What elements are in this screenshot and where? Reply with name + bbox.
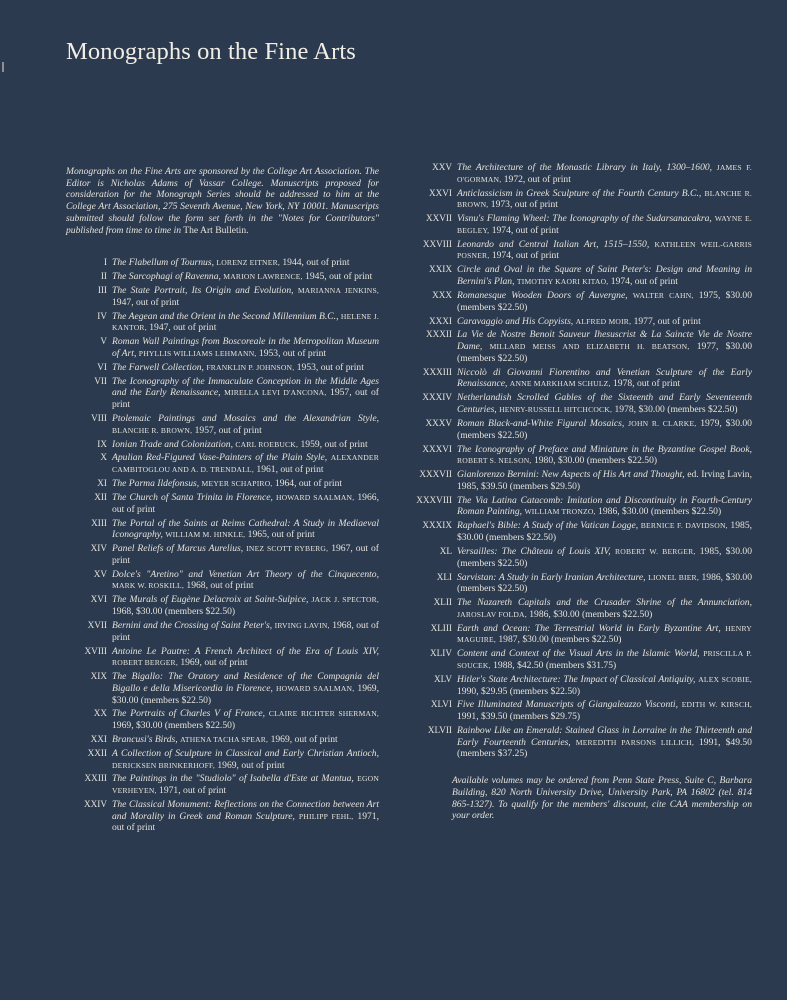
volume-number: XV — [93, 568, 107, 579]
entry-title: Hitler's State Architecture: The Impact of Classical Antiquity, — [457, 673, 696, 685]
entry-text — [112, 271, 379, 283]
entry-title: The Iconography of the Immaculate Conception in the Middle Ages and the Early Renaissance, — [112, 375, 379, 399]
volume-number: III — [97, 285, 107, 295]
volume-number: XVII — [87, 619, 107, 630]
volume-number: XXXVI — [422, 443, 452, 454]
list-item — [415, 674, 752, 697]
entry-title: Anticlassicism in Greek Sculpture of the Fourth Century B.C., — [457, 187, 702, 199]
entry-title: The Iconography of Preface and Miniature in the Byzantine Gospel Book, — [457, 443, 752, 455]
list-item — [415, 546, 752, 569]
entry-details: 1977, $30.00 (members $22.50) — [457, 341, 752, 364]
entry-details: 1971, out of print — [159, 785, 227, 797]
entry-text — [112, 336, 379, 359]
left-column — [66, 166, 379, 836]
entry-author: JOHN R. CLARKE, — [628, 418, 697, 428]
entry-title: Niccolò di Giovanni Fiorentino and Venetian Sculpture of the Early Renaissance, — [457, 366, 752, 390]
entry-details: 1980, $30.00 (members $22.50) — [533, 455, 658, 467]
entry-title: Bernini and the Crossing of Saint Peter's, — [112, 619, 273, 631]
list-item — [415, 725, 752, 760]
entry-text — [112, 518, 379, 541]
entry-text — [112, 413, 379, 436]
volume-number: XL — [439, 545, 452, 556]
entry-details: 1985, $30.00 (members $22.50) — [457, 545, 753, 569]
entry-title: Circle and Oval in the Square of Saint Peter's: Design and Meaning in Bernini's Plan, — [457, 264, 752, 288]
entry-text — [457, 597, 752, 620]
entry-author: ROBERT BERGER, — [112, 658, 178, 668]
entry-text — [457, 239, 752, 262]
volume-number: XXVIII — [422, 238, 452, 249]
volume-number: XLVI — [430, 699, 452, 710]
volume-number: XXVI — [429, 187, 452, 198]
entry-text — [457, 162, 752, 185]
entry-details: 1974, out of print — [491, 250, 559, 262]
list-item — [415, 188, 752, 211]
entry-details: 1986, $30.00 (members $22.50) — [529, 608, 653, 620]
entry-author: ALEXANDER CAMBITOGLOU AND A. D. TRENDALL, — [112, 453, 379, 475]
entry-author: MARK W. ROSKILL, — [112, 581, 184, 591]
volume-number: XIV — [90, 543, 107, 554]
entry-text — [457, 213, 752, 236]
entry-author: FRANKLIN P. JOHNSON, — [206, 362, 295, 372]
volume-number: VII — [94, 375, 107, 386]
list-item — [415, 290, 752, 313]
list-item — [415, 162, 752, 185]
entry-text — [457, 572, 752, 595]
entry-author: WAYNE E. BEGLEY, — [457, 214, 752, 235]
entry-title: Roman Black-and-White Figural Mosaics, — [457, 417, 625, 429]
entry-details: ed. Irving Lavin, 1985, $39.50 (members $29.50) — [457, 469, 752, 492]
entry-text — [457, 367, 752, 390]
intro-journal: The Art Bulletin. — [181, 224, 249, 236]
entry-details: 1945, out of print — [305, 271, 373, 283]
list-item — [66, 734, 379, 746]
volume-number: XIX — [90, 671, 107, 682]
volume-number: XLVII — [427, 725, 452, 736]
list-item — [415, 316, 752, 328]
entry-author: HOWARD SAALMAN, — [275, 492, 355, 502]
entry-author: BLANCHE R. BROWN, — [112, 425, 193, 435]
entry-title: The Church of Santa Trinita in Florence, — [112, 491, 273, 503]
list-item — [66, 452, 379, 475]
list-item — [66, 543, 379, 566]
entry-details: 1944, out of print — [282, 257, 350, 269]
entry-text — [112, 671, 379, 706]
entry-author: MEREDITH PARSONS LILLICH, — [575, 737, 694, 747]
entry-details: 1953, out of print — [296, 361, 364, 373]
entry-text — [112, 478, 379, 490]
volume-number: XII — [94, 491, 107, 502]
volume-number: IX — [97, 438, 107, 449]
entry-details: 1965, out of print — [247, 529, 315, 541]
volume-number: XLIV — [430, 648, 452, 659]
list-item — [415, 444, 752, 467]
entry-title: The Architecture of the Monastic Library in Italy, 1300–1600, — [457, 162, 713, 173]
entry-details: 1974, out of print — [610, 276, 678, 288]
edge-mark — [2, 62, 4, 72]
entry-details: 1986, $30.00 (members $22.50) — [457, 571, 753, 595]
entry-title: The Aegean and the Orient in the Second Millennium B.C., — [112, 310, 339, 322]
entry-text — [457, 623, 752, 646]
entry-text — [112, 492, 379, 515]
entry-title: Versailles: The Château of Louis XIV, — [457, 545, 611, 557]
list-item — [415, 572, 752, 595]
volume-number: XXX — [432, 289, 452, 300]
list-item — [66, 492, 379, 515]
entry-details: 1969, out of print — [270, 733, 338, 745]
entry-title: Ptolemaic Paintings and Mosaics and the Alexandrian Style, — [112, 412, 379, 424]
entry-title: Raphael's Bible: A Study of the Vatican Logge, — [457, 520, 639, 532]
intro-text: Monographs on the Fine Arts are sponsored by the College Art Association. The Editor is Nicholas Adams of Vassar College. Manuscripts proposed for consideration for the Monograph Series should be addressed to him at the College Art Association, 275 Seventh Avenue, New York, NY 10001. Manuscripts submitted should follow the form set forth in the "Notes for Contributors" published from time to time in — [66, 166, 379, 236]
entry-title: The Sarcophagi of Ravenna, — [112, 271, 221, 283]
entry-title: A Collection of Sculpture in Classical and Early Christian Antioch, — [112, 747, 379, 759]
list-item — [66, 376, 379, 411]
list-item — [66, 773, 379, 796]
entry-text — [457, 329, 752, 364]
list-item — [66, 362, 379, 374]
entry-text — [457, 495, 752, 518]
list-item — [415, 264, 752, 287]
list-item — [415, 495, 752, 518]
list-item — [415, 623, 752, 646]
entry-text — [457, 264, 752, 287]
entry-title: Five Illuminated Manuscripts of Giangaleazzo Visconti, — [457, 699, 678, 711]
entry-title: The Via Latina Catacomb: Imitation and Discontinuity in Fourth-Century Roman Painting, — [457, 494, 752, 518]
entry-details: 1967, out of print — [112, 543, 379, 566]
entry-title: The Nazareth Capitals and the Crusader Shrine of the Annunciation, — [457, 597, 752, 609]
entry-text — [457, 188, 752, 211]
entry-text — [112, 452, 379, 475]
entry-text — [112, 708, 379, 731]
volume-number: XXXVIII — [416, 494, 452, 505]
entry-author: CARL ROEBUCK, — [235, 439, 299, 449]
entry-details: 1968, $30.00 (members $22.50) — [112, 606, 236, 618]
entry-title: Romanesque Wooden Doors of Auvergne, — [457, 289, 628, 301]
list-item — [66, 478, 379, 490]
list-item — [415, 418, 752, 441]
list-item — [415, 699, 752, 722]
list-item — [66, 311, 379, 334]
entry-text — [112, 620, 379, 643]
entry-details: 1959, out of print — [300, 438, 368, 450]
volume-number: IV — [97, 310, 107, 321]
entry-details: 1986, $30.00 (members $22.50) — [598, 506, 722, 518]
entry-author: WILLIAM M. HINKLE, — [165, 530, 246, 540]
volume-number: XXI — [90, 733, 107, 744]
entry-details: 1975, $30.00 (members $22.50) — [457, 289, 752, 313]
entry-author: PHYLLIS WILLIAMS LEHMANN, — [138, 348, 257, 358]
entry-text — [112, 569, 379, 592]
list-item — [66, 439, 379, 451]
entry-details: 1969, $30.00 (members $22.50) — [112, 682, 379, 706]
entry-text — [457, 392, 752, 415]
entry-title: Antoine Le Pautre: A French Architect of the Era of Louis XIV, — [112, 645, 379, 657]
entry-author: JACK J. SPECTOR, — [311, 595, 380, 605]
entry-text — [112, 646, 379, 669]
entry-title: Sarvistan: A Study in Early Iranian Architecture, — [457, 571, 646, 583]
list-item — [66, 569, 379, 592]
entry-author: BERNICE F. DAVIDSON, — [640, 521, 728, 531]
entry-author: JAMES F. O'GORMAN, — [457, 163, 752, 184]
entry-details: 1947, out of print — [112, 296, 180, 308]
entry-details: 1966, out of print — [112, 491, 379, 515]
volume-number: XXXIV — [422, 392, 452, 403]
entry-details: 1961, out of print — [256, 464, 324, 476]
monograph-list-left — [66, 257, 379, 834]
entry-author: ROBERT S. NELSON, — [457, 456, 532, 466]
entry-author: ROBERT W. BERGER, — [615, 546, 696, 556]
list-item — [415, 392, 752, 415]
volume-number: I — [103, 257, 107, 268]
entry-text — [112, 594, 379, 617]
entry-title: Roman Wall Paintings from Boscoreale in the Metropolitan Museum of Art, — [112, 336, 379, 359]
entry-title: The Flabellum of Tournus, — [112, 257, 214, 269]
entry-author: PHILIPP FEHL, — [298, 811, 354, 821]
volume-number: XXII — [87, 747, 107, 758]
entry-title: The Portal of the Saints at Reims Cathedral: A Study in Mediaeval Iconography, — [112, 517, 379, 541]
entry-author: BLANCHE R. BROWN, — [457, 188, 752, 210]
entry-title: Ionian Trade and Colonization, — [112, 438, 233, 450]
volume-number: XLIII — [430, 622, 452, 633]
entry-author: TIMOTHY KAORI KITAO, — [516, 277, 609, 287]
list-item — [66, 671, 379, 706]
entry-details: 1968, out of print — [112, 619, 379, 643]
volume-number: XXIII — [84, 773, 107, 784]
entry-text — [112, 773, 379, 796]
list-item — [66, 594, 379, 617]
entry-title: Earth and Ocean: The Terrestrial World in Early Byzantine Art, — [457, 622, 721, 634]
volume-number: XXXIII — [422, 366, 452, 377]
entry-author: WALTER CAHN, — [632, 290, 694, 300]
entry-text — [457, 444, 752, 467]
entry-title: Apulian Red-Figured Vase-Painters of the Plain Style, — [112, 452, 328, 464]
right-column — [415, 162, 752, 822]
entry-details: 1991, $49.50 (members $37.25) — [457, 736, 752, 760]
list-item — [415, 469, 752, 492]
entry-text — [457, 648, 752, 671]
entry-details: 1979, $30.00 (members $22.50) — [457, 417, 752, 441]
entry-title: Brancusi's Birds, — [112, 733, 178, 745]
volume-number: XLI — [436, 571, 452, 582]
volume-number: XVIII — [84, 645, 107, 656]
entry-details: 1978, $30.00 (members $22.50) — [614, 404, 738, 416]
page-title: Monographs on the Fine Arts — [66, 38, 356, 65]
volume-number: XXXI — [429, 315, 452, 326]
volume-number: II — [100, 271, 107, 282]
entry-author: MEYER SCHAPIRO, — [201, 479, 273, 489]
entry-author: IRVING LAVIN, — [274, 620, 330, 630]
volume-number: XXXV — [425, 417, 452, 428]
volume-number: XIII — [91, 517, 107, 528]
list-item — [66, 257, 379, 269]
entry-details: 1974, out of print — [491, 224, 559, 236]
entry-details: 1969, out of print — [180, 657, 248, 669]
entry-details: 1971, out of print — [112, 810, 379, 834]
entry-title: The Paintings in the "Studiolo" of Isabella d'Este at Mantua, — [112, 773, 354, 785]
entry-author: HELENE J. KANTOR, — [112, 311, 379, 333]
entry-author: EGON VERHEYEN, — [112, 774, 379, 796]
list-item — [415, 239, 752, 262]
entry-text — [457, 469, 752, 492]
entry-title: Panel Reliefs of Marcus Aurelius, — [112, 543, 244, 555]
entry-title: The Bigallo: The Oratory and Residence of the Compagnia del Bigallo e della Misericordia in Florence, — [112, 671, 379, 694]
list-item — [415, 213, 752, 236]
entry-author: CLAIRE RICHTER SHERMAN, — [268, 709, 379, 719]
entry-details: 1969, $30.00 (members $22.50) — [112, 720, 236, 732]
entry-details: 1953, out of print — [258, 347, 327, 359]
volume-number: XXXIX — [422, 520, 452, 531]
entry-author: KATHLEEN WEIL-GARRIS POSNER, — [457, 239, 753, 261]
entry-author: MARION LAWRENCE, — [223, 272, 303, 282]
entry-title: Leonardo and Central Italian Art, 1515–1550, — [457, 238, 650, 250]
entry-text — [112, 543, 379, 566]
list-item — [66, 748, 379, 771]
entry-text — [112, 799, 379, 834]
entry-title: La Vie de Nostre Benoit Sauveur Ihesuscrist & La Saincte Vie de Nostre Dame, — [457, 329, 752, 353]
entry-details: 1972, out of print — [503, 173, 571, 185]
entry-details: 1957, out of print — [112, 387, 379, 411]
entry-details: 1964, out of print — [274, 478, 343, 490]
entry-author: INEZ SCOTT RYBERG, — [246, 544, 329, 554]
entry-title: The State Portrait, Its Origin and Evolution, — [112, 285, 294, 296]
entry-details: 1957, out of print — [194, 424, 262, 436]
entry-title: The Parma Ildefonsus, — [112, 478, 200, 490]
entry-text — [112, 748, 379, 771]
list-item — [415, 367, 752, 390]
list-item — [66, 620, 379, 643]
entry-text — [112, 439, 379, 451]
list-item — [66, 336, 379, 359]
volume-number: XLV — [433, 673, 452, 684]
entry-text — [457, 290, 752, 313]
entry-text — [457, 674, 752, 697]
entry-details: 1991, $39.50 (members $29.75) — [457, 711, 581, 723]
volume-number: XX — [93, 708, 107, 719]
list-item — [66, 708, 379, 731]
entry-title: Dolce's "Aretino" and Venetian Art Theory of the Cinquecento, — [112, 568, 379, 580]
entry-details: 1990, $29.95 (members $22.50) — [457, 685, 581, 697]
volume-number: XLII — [433, 597, 452, 608]
volume-number: VI — [97, 361, 107, 372]
entry-details: 1968, out of print — [186, 580, 254, 592]
volume-number: V — [100, 336, 107, 347]
entry-author: MARIANNA JENKINS, — [297, 286, 379, 295]
volume-number: VIII — [91, 412, 107, 423]
entry-text — [457, 316, 752, 328]
list-item — [415, 648, 752, 671]
entry-author: MIRELLA LEVI D'ANCONA, — [224, 388, 327, 398]
entry-details: 1969, out of print — [217, 759, 285, 771]
volume-number: XXV — [432, 162, 452, 172]
list-item — [66, 271, 379, 283]
volume-number: XXIV — [84, 799, 107, 810]
entry-text — [112, 257, 379, 269]
list-item — [415, 329, 752, 364]
entry-details: 1985, $30.00 (members $22.50) — [457, 520, 753, 544]
volume-number: XI — [97, 478, 107, 489]
entry-title: Visnu's Flaming Wheel: The Iconography of the Sudarsanacakra, — [457, 213, 712, 225]
entry-author: HENRY-RUSSELL HITCHCOCK, — [499, 405, 613, 415]
entry-title: The Murals of Eugène Delacroix at Saint-Sulpice, — [112, 594, 309, 606]
list-item — [66, 285, 379, 308]
entry-text — [112, 362, 379, 374]
monograph-list-right — [415, 162, 752, 760]
entry-title: Rainbow Like an Emerald: Stained Glass in Lorraine in the Thirteenth and Early Fourteenth Centuries, — [457, 725, 752, 748]
entry-title: Content and Context of the Visual Arts in the Islamic World, — [457, 648, 700, 660]
volume-number: XXIX — [429, 264, 452, 275]
volume-number: XXXVII — [419, 469, 452, 480]
entry-author: ALFRED MOIR, — [575, 316, 632, 326]
volume-number: XVI — [90, 594, 107, 605]
entry-author: MILLARD MEISS AND ELIZABETH H. BEATSON, — [489, 342, 690, 352]
volume-number: XXVII — [425, 213, 452, 224]
entry-title: The Portraits of Charles V of France, — [112, 708, 266, 720]
entry-author: LORENZ EITNER, — [216, 258, 280, 268]
entry-title: Gianlorenzo Bernini: New Aspects of His Art and Thought, — [457, 469, 685, 481]
entry-author: PRISCILLA P. SOUCEK, — [457, 649, 752, 670]
list-item — [66, 799, 379, 834]
entry-details: 1978, out of print — [613, 378, 681, 390]
list-item — [66, 646, 379, 669]
entry-author: ANNE MARKHAM SCHULZ, — [509, 379, 611, 389]
entry-author: LIONEL BIER, — [648, 572, 699, 582]
entry-author: HOWARD SAALMAN, — [275, 683, 355, 693]
entry-text — [112, 734, 379, 746]
list-item — [66, 413, 379, 436]
entry-author: DERICKSEN BRINKERHOFF, — [112, 760, 215, 770]
list-item — [415, 597, 752, 620]
entry-text — [457, 725, 752, 760]
entry-details: 1973, out of print — [490, 199, 558, 211]
entry-author: HENRY MAGUIRE, — [457, 623, 752, 645]
entry-author: WILLIAM TRONZO, — [524, 507, 596, 517]
entry-author: ATHENA TACHA SPEAR, — [180, 734, 269, 744]
list-item — [66, 518, 379, 541]
entry-details: 1947, out of print — [149, 322, 217, 334]
entry-text — [457, 546, 752, 569]
entry-details: 1988, $42.50 (members $31.75) — [493, 659, 617, 671]
entry-author: ALEX SCOBIE, — [698, 674, 752, 684]
intro-paragraph — [66, 166, 379, 236]
entry-title: The Classical Monument: Reflections on the Connection between Art and Morality in Greek and Roman Sculpture, — [112, 799, 379, 822]
entry-title: Netherlandish Scrolled Gables of the Sixteenth and Early Seventeenth Centuries, — [457, 392, 752, 416]
ordering-info: Available volumes may be ordered from Penn State Press, Suite C, Barbara Building, 820 North University Drive, University Park, PA 16802 (tel. 814 865-1327). To qualify for the members' discount, cite CAA membership on your order. — [452, 775, 752, 822]
entry-details: 1987, $30.00 (members $22.50) — [498, 634, 622, 646]
entry-text — [457, 418, 752, 441]
volume-number: X — [100, 452, 107, 463]
entry-details: 1977, out of print — [633, 315, 701, 327]
list-item — [415, 520, 752, 543]
entry-title: The Farwell Collection, — [112, 361, 204, 373]
entry-title: Caravaggio and His Copyists, — [457, 315, 574, 327]
entry-text — [457, 699, 752, 722]
volume-number: XXXII — [425, 329, 452, 340]
entry-text — [112, 285, 379, 308]
entry-author: JAROSLAV FOLDA, — [457, 609, 527, 619]
entry-text — [112, 311, 379, 334]
entry-text — [457, 520, 752, 543]
entry-author: EDITH W. KIRSCH, — [681, 700, 752, 710]
entry-text — [112, 376, 379, 411]
